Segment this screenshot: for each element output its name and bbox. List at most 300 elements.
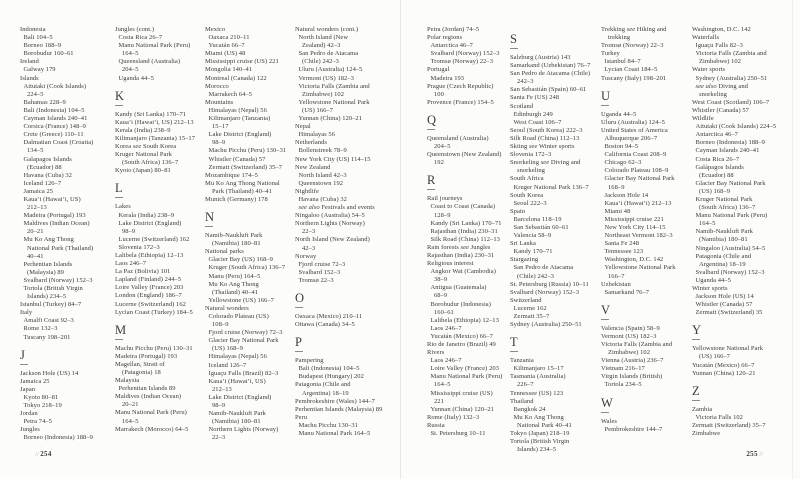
index-line: 20–21 — [27, 228, 44, 236]
index-line: Munich (Germany) 178 — [205, 195, 268, 203]
index-line: Uganda 44–5 — [601, 110, 637, 118]
index-line: Zermatt (Switzerland) 35–7 — [208, 163, 283, 171]
index-line: Northern Lights (Norway) — [208, 426, 279, 434]
index-line: (Namibia) 180–81 — [212, 240, 261, 248]
index-line: Nepal — [295, 123, 311, 131]
index-line: Petra 74–5 — [23, 418, 52, 426]
index-line: National Park (Thailand) — [27, 244, 94, 252]
index-line: Manu National Park (Peru) — [430, 373, 503, 381]
index-line: Islands — [20, 74, 39, 82]
index-line: 40–41 — [27, 252, 44, 260]
index-line: Loire Valley (France) 203 — [430, 365, 499, 373]
index-column-right-2 — [510, 26, 606, 454]
index-line: Loire Valley (France) 203 — [115, 284, 184, 292]
index-line: (Malaysia) 89 — [27, 268, 64, 276]
index-line: (US) 166–7 — [699, 353, 731, 361]
index-line: Spain — [510, 207, 526, 215]
index-line: Kandy (Sri Lanka) 170–71 — [115, 110, 187, 118]
index-line: North Island (New — [298, 34, 349, 42]
index-column-right-4 — [692, 26, 788, 438]
index-line: Bali 104–5 — [23, 34, 53, 42]
index-line: Italy — [20, 309, 33, 317]
section-letter-rule — [427, 189, 435, 190]
section-letter-rule — [601, 412, 609, 413]
section-letter-rule — [115, 105, 123, 106]
index-line: Kilimanjaro (Tanzania) — [208, 115, 271, 123]
index-line: 42–3 — [302, 244, 316, 252]
index-line: (Ecuador) 88 — [699, 171, 734, 179]
index-line: Jackson Hole (US) 14 — [695, 293, 754, 301]
index-line: 212–13 — [27, 204, 47, 212]
index-line: Peru — [295, 413, 308, 421]
index-line: Madeira (Portugal) 193 — [115, 352, 178, 360]
index-line: Rain forests see Jungles — [427, 243, 491, 251]
index-line: Dalmatian Coast (Croatia) — [23, 139, 94, 147]
index-line: Whistler (Canada) 57 — [692, 106, 749, 114]
index-line: Northern Lights (Norway) — [295, 220, 365, 228]
index-line: Jackson Hole 14 — [604, 191, 649, 199]
section-letter-rule — [295, 351, 303, 352]
index-line: Angkor Wat (Cambodia) — [430, 268, 496, 276]
index-line: Mu Ko Ang Thong National — [205, 179, 280, 187]
index-line: 98–9 — [212, 139, 226, 147]
index-line: Perhentian Islands 89 — [118, 385, 176, 393]
index-line: London (England) 186–7 — [115, 292, 182, 300]
index-line: (Namibia) 180–81 — [699, 236, 748, 244]
section-letter-heading — [510, 336, 606, 352]
index-line: Thailand — [510, 397, 534, 405]
index-line: Chicago 62–3 — [604, 159, 642, 167]
index-line: Svalbard (Norway) 152–3 — [23, 276, 93, 284]
index-line: (US) 168–9 — [212, 345, 244, 353]
index-line: Zermatt (Switzerland) 35–7 — [692, 421, 766, 429]
index-line: North Island (New Zealand) — [295, 236, 370, 244]
index-line: 68–9 — [434, 292, 448, 300]
index-line: 166–7 — [608, 272, 625, 280]
index-line: Tennessee (US) 123 — [510, 389, 564, 397]
section-letter: J — [20, 347, 25, 362]
index-line: Madeira (Portugal) 193 — [23, 212, 86, 220]
index-line: 164–5 — [122, 50, 139, 58]
index-line: 160–61 — [434, 308, 454, 316]
index-line: Pampering — [295, 357, 324, 365]
index-line: Slovenia 172–3 — [510, 151, 552, 159]
index-line: Iceland 126–7 — [23, 179, 62, 187]
index-line: Scotland — [510, 102, 534, 110]
index-line: Japan — [20, 385, 36, 393]
index-line: Mu Ko Ang Thong — [23, 236, 74, 244]
index-line: Mongolia 140–41 — [205, 66, 253, 74]
index-line: Borobudur (Indonesia) — [430, 300, 491, 308]
index-line: Vietnam 216–17 — [601, 365, 645, 373]
index-line: Kruger (South Africa) 136–7 — [208, 264, 286, 272]
index-line: Vermont (US) 182–3 — [298, 74, 354, 82]
section-letter: P — [295, 335, 302, 350]
section-letter-heading — [115, 90, 211, 106]
index-line: Rajasthan (India) 230–31 — [430, 227, 498, 235]
section-letter: K — [115, 88, 125, 103]
index-line: Borobudur 160–61 — [23, 50, 74, 58]
index-line: snorkeling — [517, 167, 545, 175]
index-line: Nightlife — [295, 187, 319, 195]
index-line: Mississippi cruise 221 — [604, 215, 664, 223]
index-line: Norway — [295, 252, 317, 260]
index-line: Vermont (US) 182–3 — [601, 332, 657, 340]
index-line: Iceland 126–7 — [208, 361, 247, 369]
index-line: Islands) 234–5 — [517, 446, 557, 454]
index-line: Svalbard (Norway) 152–3 — [430, 50, 500, 58]
index-line: Petra (Jordan) 74–5 — [427, 26, 480, 33]
section-letter-heading — [510, 33, 606, 49]
index-line: Ningaloo (Australia) 54–5 — [695, 244, 766, 252]
index-line: Jungles — [20, 426, 40, 434]
index-line: Budapest (Hungary) 202 — [298, 373, 364, 381]
index-line: Yunnan (China) 120–21 — [692, 369, 756, 377]
index-line: Mississippi cruise (US) — [430, 389, 493, 397]
index-line: Manu National Park (Peru) — [115, 409, 187, 417]
index-line: (Chile) 242–3 — [517, 272, 554, 280]
index-line: Mexico — [205, 26, 226, 33]
index-line: (Patagonia) 18 — [122, 369, 161, 376]
index-line: Fjord cruise (Norway) 72–3 — [208, 329, 283, 337]
index-line: San Pedro de Atacama (Chile) — [510, 70, 591, 78]
index-line: Victoria Falls (Zambia and — [695, 50, 767, 58]
index-line: Malaysia — [115, 377, 140, 385]
index-line: Manu National Park (Peru) — [695, 212, 768, 220]
index-line: Havana (Cuba) 32 — [298, 195, 347, 203]
index-line: Islands) 234–5 — [27, 293, 67, 301]
index-line: 164–5 — [699, 220, 716, 228]
page-edge-line — [792, 0, 793, 479]
index-line: Portugal — [427, 66, 450, 74]
index-line: Aitutaki (Cook Islands) 224–5 — [695, 123, 777, 131]
index-line: Samarkand (Uzbekistan) 76–7 — [510, 62, 591, 70]
index-column-left-4 — [295, 26, 391, 438]
index-line: Queensland (Australia) — [427, 134, 489, 142]
index-line: Rio de Janeiro (Brazil) 49 — [427, 341, 496, 348]
index-line: Argentina) 18–19 — [699, 260, 746, 268]
section-letter: Z — [692, 383, 700, 398]
index-line: Ireland — [20, 58, 39, 66]
index-line: 204–5 — [434, 143, 451, 151]
index-line: (South Africa) 136–7 — [699, 204, 756, 212]
index-line: Tuscany (Italy) 198–201 — [601, 74, 667, 82]
index-line: Wildlife — [692, 115, 714, 123]
index-line: Kruger National Park 136–7 — [513, 183, 589, 191]
index-line: Winter sports — [692, 285, 728, 292]
index-line: Lycian Coast 184–5 — [604, 66, 658, 74]
index-line: Costa Rica 26–7 — [118, 34, 163, 42]
index-line: La Paz (Bolivia) 101 — [115, 268, 171, 276]
index-line: Istanbul (Turkey) 84–7 — [20, 301, 82, 309]
index-line: San Pedro de Atacama — [298, 50, 359, 58]
index-line: San Sebastián 60–61 — [513, 223, 569, 231]
index-line: Tasmania (Australia) — [510, 373, 566, 381]
index-line: Bahamas 228–9 — [23, 98, 66, 106]
index-line: Morocco — [205, 82, 229, 90]
index-line: Edinburgh 249 — [513, 110, 553, 118]
section-letter-rule — [601, 319, 609, 320]
index-line: Zermatt (Switzerland) 35 — [695, 309, 763, 317]
index-column-left-3 — [205, 26, 301, 443]
index-line: National parks — [205, 248, 244, 256]
section-letter-rule — [427, 129, 435, 130]
section-letter-heading — [427, 114, 523, 130]
index-line: see also Festivals and events — [298, 204, 375, 212]
index-line: Polar regions — [427, 34, 463, 42]
index-line: 164–5 — [434, 381, 451, 389]
index-line: Magellan, Strait of — [115, 360, 165, 368]
index-line: Miami 48 — [604, 207, 631, 215]
index-line: snorkeling — [699, 90, 727, 98]
section-letter: N — [205, 210, 215, 225]
index-line: Perhentian Islands (Malaysia) 89 — [295, 405, 383, 413]
index-line: Machu Picchu 130–31 — [298, 421, 358, 429]
index-line: Oaxaca (Mexico) 210–11 — [295, 313, 363, 320]
index-line: Cayman Islands 240–41 — [23, 115, 88, 123]
index-line: 20–21 — [122, 401, 139, 409]
index-line: Santa Fe (US) 248 — [510, 94, 560, 102]
index-line: Corsica (France) 148–9 — [23, 123, 86, 131]
index-line: Mozambique 174–5 — [205, 171, 258, 179]
index-line: Barcelona 118–19 — [513, 215, 562, 223]
index-line: Maldives (Indian Ocean) — [23, 220, 90, 228]
index-line: Patagonia (Chile and — [295, 381, 351, 389]
index-line: Lucerne (Switzerland) 162 — [115, 300, 186, 308]
index-line: Yucatán (Mexico) 66–7 — [430, 332, 493, 340]
index-line: Mu Ko Ang Thong — [513, 413, 564, 421]
index-line: Glacier Bay (US) 168–9 — [208, 256, 273, 264]
section-letter-rule — [692, 400, 700, 401]
index-line: Kaua’i (Hawai’i) 212–13 — [604, 199, 672, 207]
section-letter-rule — [510, 48, 518, 49]
index-line: National Park 40–41 — [517, 421, 572, 429]
index-line: New Zealand — [295, 163, 331, 171]
index-line: Kerala (India) 238–9 — [115, 126, 171, 134]
index-line: Queenstown 192 — [298, 179, 344, 187]
index-line: Zermatt 35–7 — [513, 313, 550, 320]
index-line: Borneo 188–9 — [23, 42, 62, 50]
section-letter: M — [115, 322, 127, 337]
index-line: Himalayas 56 — [298, 131, 336, 139]
index-line: Korea see South Korea — [115, 143, 177, 151]
index-line: Yellowstone National Park — [298, 98, 370, 106]
index-line: Queensland (Australia) — [118, 58, 181, 66]
section-letter-rule — [115, 339, 123, 340]
index-line: Antigua (Guatemala) — [430, 284, 487, 292]
section-letter-heading — [692, 324, 788, 340]
index-line: Prague (Czech Republic) — [427, 82, 494, 90]
index-line: 226–7 — [517, 381, 534, 389]
index-line: 22–3 — [212, 434, 226, 442]
index-line: Samarkand 76–7 — [604, 288, 650, 296]
index-line: Lalibela (Ethiopia) 12–13 — [430, 316, 499, 324]
index-line: Galapagos Islands — [23, 155, 72, 163]
index-line: 192 — [434, 159, 444, 167]
section-letter: T — [510, 335, 518, 350]
index-line: Kruger National Park — [115, 151, 172, 159]
index-line: San Pedro de Atacama — [513, 264, 574, 272]
index-line: Kaua’i (Hawai’i, US) — [23, 195, 81, 203]
index-line: North Island 42–3 — [298, 171, 347, 179]
index-line: Zimbabwe) 102 — [699, 58, 741, 66]
index-line: Jamaica 25 — [23, 187, 54, 195]
index-line: Zimbabwe) 102 — [302, 90, 344, 98]
index-line: Tromsø (Norway) 22–3 — [601, 42, 664, 50]
index-line: Kruger National Park — [695, 195, 753, 203]
index-line: Colorado Plateau (US) — [208, 313, 269, 320]
index-line: Lucerne (Switzerland) 162 — [118, 235, 190, 243]
index-line: Rail journeys — [427, 195, 463, 203]
section-letter-heading — [692, 385, 788, 401]
index-line: Galápagos Islands — [695, 163, 744, 171]
index-line: Namib-Naukluft Park — [695, 228, 753, 236]
index-line: Svalbard (Norway) 152–3 — [695, 268, 765, 276]
index-line: Manu National Park 164–5 — [298, 430, 371, 438]
index-line: Indonesia — [20, 26, 46, 33]
index-line: Lake District (England) — [118, 219, 182, 227]
index-line: Namib-Naukluft Park — [208, 410, 266, 418]
index-line: Kandy (Sri Lanka) 170–71 — [430, 219, 502, 227]
index-line: Perhentian Islands — [23, 260, 73, 268]
index-line: 22–3 — [302, 228, 316, 236]
index-column-left-1 — [20, 26, 116, 443]
index-line: St. Petersburg (Russia) 10–11 — [510, 280, 589, 288]
index-line: Tennessee 123 — [604, 248, 644, 256]
index-line: Iguaçu Falls (Brazil) 82–3 — [208, 369, 279, 377]
index-line: Kilimanjaro 15–17 — [513, 365, 564, 373]
index-line: Salzburg (Austria) 143 — [510, 54, 571, 61]
section-letter-rule — [510, 351, 518, 352]
index-line: Albuquerque 206–7 — [604, 134, 658, 142]
index-line: Victoria Falls (Zambia and — [298, 82, 370, 90]
index-line: Amalfi Coast 92–3 — [23, 317, 74, 325]
index-line: Borneo (Indonesia) 188–9 — [23, 434, 93, 442]
index-line: Coast to Coast (Canada) — [430, 203, 496, 211]
index-line: Tuscany 198–201 — [23, 333, 71, 341]
index-line: Jackson Hole (US) 14 — [20, 369, 79, 377]
index-line: Kandy 170–71 — [513, 248, 553, 256]
index-line: Tromsø 22–3 — [298, 276, 334, 284]
index-line: Lycian Coast (Turkey) 184–5 — [115, 308, 193, 316]
index-line: Vienna (Austria) 236–7 — [601, 357, 664, 365]
index-line: Kerala (India) 238–9 — [118, 211, 175, 219]
index-line: Whistler (Canada) 57 — [695, 301, 753, 309]
index-line: Northeast Vermont 182–3 — [604, 232, 673, 240]
index-line: 224–5 — [27, 90, 44, 98]
index-line: Uzbekistan — [601, 280, 631, 288]
section-letter-heading — [601, 90, 697, 106]
index-line: 212–13 — [212, 385, 232, 393]
footer-slashes: // — [35, 451, 39, 458]
index-line: Lake District (England) — [208, 131, 272, 139]
index-line: West Coast 106–7 — [513, 118, 562, 126]
index-line: Zimbabwe) 102 — [608, 349, 650, 357]
index-line: Machu Picchu (Peru) 130–31 — [115, 344, 193, 352]
index-line: Tortola (British Virgin — [510, 438, 570, 446]
index-line: Marrakech 64–5 — [208, 90, 252, 98]
index-line: Seoul (South Korea) 222–3 — [510, 126, 583, 134]
index-line: Religious interest — [427, 260, 474, 268]
index-line: Russia — [427, 421, 445, 429]
index-line: Waterfalls — [692, 34, 720, 42]
index-line: 128–9 — [434, 211, 451, 219]
index-line: Laos 246–7 — [430, 357, 462, 365]
index-line: (Chile) 242–3 — [302, 58, 339, 66]
section-letter-heading — [295, 292, 391, 308]
section-letter: V — [601, 302, 611, 317]
page-gutter-line — [400, 0, 401, 479]
index-line: Manu (Peru) 164–5 — [208, 272, 261, 280]
index-line: Jamaica 25 — [20, 377, 50, 385]
index-line: Glacier Bay National Park — [604, 175, 675, 183]
section-letter-heading — [427, 174, 523, 190]
index-line: Rome 132–3 — [23, 325, 58, 333]
index-line: St. Petersburg 10–11 — [430, 430, 486, 438]
index-line: Yucatán 66–7 — [208, 42, 245, 50]
index-line: Ningaloo (Australia) 54–5 — [295, 212, 365, 220]
index-line: Bali (Indonesia) 104–5 — [298, 365, 360, 373]
index-column-right-3 — [601, 26, 697, 434]
index-column-right-1 — [427, 26, 523, 438]
index-line: Switzerland — [510, 296, 542, 304]
index-line: Rajasthan (India) 230–31 — [427, 251, 495, 259]
index-line: Yellowstone (US) 166–7 — [208, 296, 274, 304]
index-line: Madeira 193 — [430, 74, 465, 82]
section-letter-heading — [115, 324, 211, 340]
index-line: Kilimanjaro (Tanzania) 15–17 — [115, 134, 196, 142]
index-line: Zambia — [692, 405, 713, 413]
index-line: West Coast (Scotland) 106–7 — [692, 98, 770, 106]
section-letter-heading — [205, 211, 301, 227]
index-line: Havana (Cuba) 32 — [23, 171, 72, 179]
index-line: 38–9 — [434, 276, 448, 284]
section-letter: S — [510, 32, 517, 46]
index-line: Cayman Islands 240–41 — [695, 147, 760, 155]
index-line: Yunnan (China) 120–21 — [298, 115, 363, 123]
index-line: United States of America — [601, 126, 668, 134]
index-line: Zimbabwe — [692, 430, 721, 438]
index-line: Tromsø (Norway) 22–3 — [430, 58, 494, 66]
section-letter-rule — [692, 339, 700, 340]
index-line: Silk Road (China) 112–13 — [510, 134, 580, 142]
index-line: Trekking see Hiking and — [601, 26, 667, 33]
index-line: Aitutaki (Cook Islands) — [23, 82, 87, 90]
section-letter-heading — [115, 182, 211, 198]
index-line: trekking — [608, 34, 631, 42]
index-line: 15–17 — [212, 123, 229, 131]
index-line: Natural wonders (cont.) — [295, 26, 359, 33]
index-line: Mississippi cruise (US) 221 — [205, 58, 279, 66]
index-line: (Namibia) 180–81 — [212, 418, 261, 426]
index-line: Valencia 58–9 — [513, 232, 552, 240]
index-line: Maldives (Indian Ocean) — [115, 393, 182, 401]
index-line: Washington, D.C. 142 — [604, 256, 664, 264]
index-line: Namib-Naukluft Park — [205, 232, 263, 240]
section-letter: Y — [692, 323, 702, 338]
index-line: Kyoto 80–81 — [23, 393, 59, 401]
index-line: 168–9 — [608, 183, 625, 191]
index-line: Antarctica 46–7 — [695, 131, 738, 139]
index-line: Yellowstone National Park — [604, 264, 676, 272]
index-line: 134–5 — [27, 147, 44, 155]
section-letter: Q — [427, 112, 437, 127]
index-line: (Thailand) 40–41 — [212, 288, 259, 296]
index-line: Fjord cruise 72–3 — [298, 260, 346, 268]
index-line: Ottawa (Canada) 34–5 — [295, 321, 355, 329]
index-line: Yunnan (China) 120–21 — [430, 405, 495, 413]
index-line: Stargazing — [510, 256, 539, 264]
